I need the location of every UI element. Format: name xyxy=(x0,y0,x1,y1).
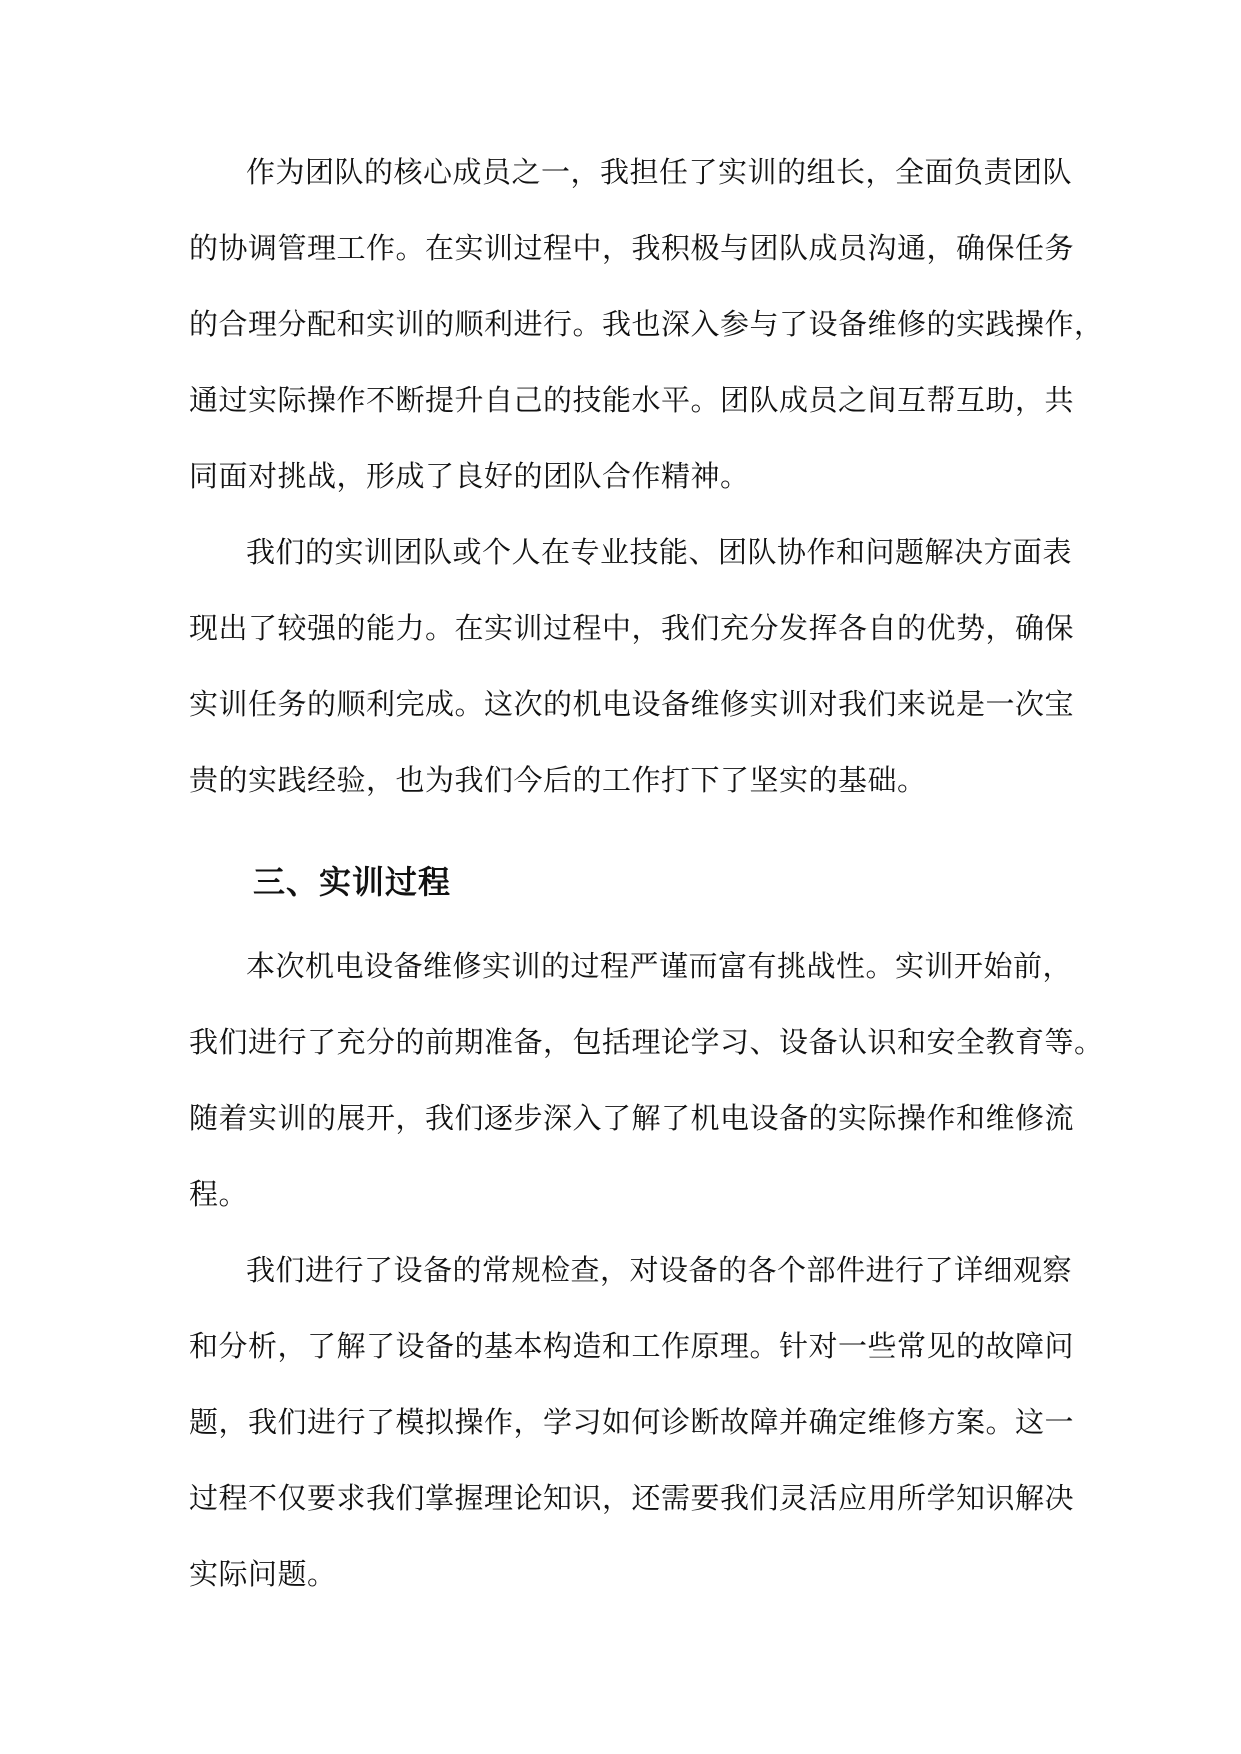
paragraph-line: 的协调管理工作。在实训过程中，我积极与团队成员沟通，确保任务 xyxy=(189,231,1075,265)
paragraph-line: 实训任务的顺利完成。这次的机电设备维修实训对我们来说是一次宝 xyxy=(189,687,1075,721)
paragraph-line: 我们的实训团队或个人在专业技能、团队协作和问题解决方面表 xyxy=(246,535,1073,569)
section-heading: 三、实训过程 xyxy=(253,863,452,901)
paragraph-line: 随着实训的展开，我们逐步深入了解了机电设备的实际操作和维修流 xyxy=(189,1101,1075,1135)
paragraph-line: 通过实际操作不断提升自己的技能水平。团队成员之间互帮互助，共 xyxy=(189,383,1075,417)
paragraph-line: 我们进行了设备的常规检查，对设备的各个部件进行了详细观察 xyxy=(246,1253,1073,1287)
paragraph-line: 程。 xyxy=(189,1177,249,1211)
paragraph-line: 我们进行了充分的前期准备，包括理论学习、设备认识和安全教育等。 xyxy=(189,1025,1104,1059)
paragraph-line: 的合理分配和实训的顺利进行。我也深入参与了设备维修的实践操作， xyxy=(189,307,1104,341)
paragraph-line: 题，我们进行了模拟操作，学习如何诊断故障并确定维修方案。这一 xyxy=(189,1405,1075,1439)
paragraph-line: 现出了较强的能力。在实训过程中，我们充分发挥各自的优势，确保 xyxy=(189,611,1075,645)
paragraph-line: 过程不仅要求我们掌握理论知识，还需要我们灵活应用所学知识解决 xyxy=(189,1481,1075,1515)
paragraph-line: 贵的实践经验，也为我们今后的工作打下了坚实的基础。 xyxy=(189,763,927,797)
paragraph-line: 本次机电设备维修实训的过程严谨而富有挑战性。实训开始前， xyxy=(246,949,1073,983)
paragraph-line: 实际问题。 xyxy=(189,1557,337,1591)
paragraph-line: 和分析，了解了设备的基本构造和工作原理。针对一些常见的故障问 xyxy=(189,1329,1075,1363)
paragraph-line: 作为团队的核心成员之一，我担任了实训的组长，全面负责团队 xyxy=(246,155,1073,189)
paragraph-line: 同面对挑战，形成了良好的团队合作精神。 xyxy=(189,459,750,493)
